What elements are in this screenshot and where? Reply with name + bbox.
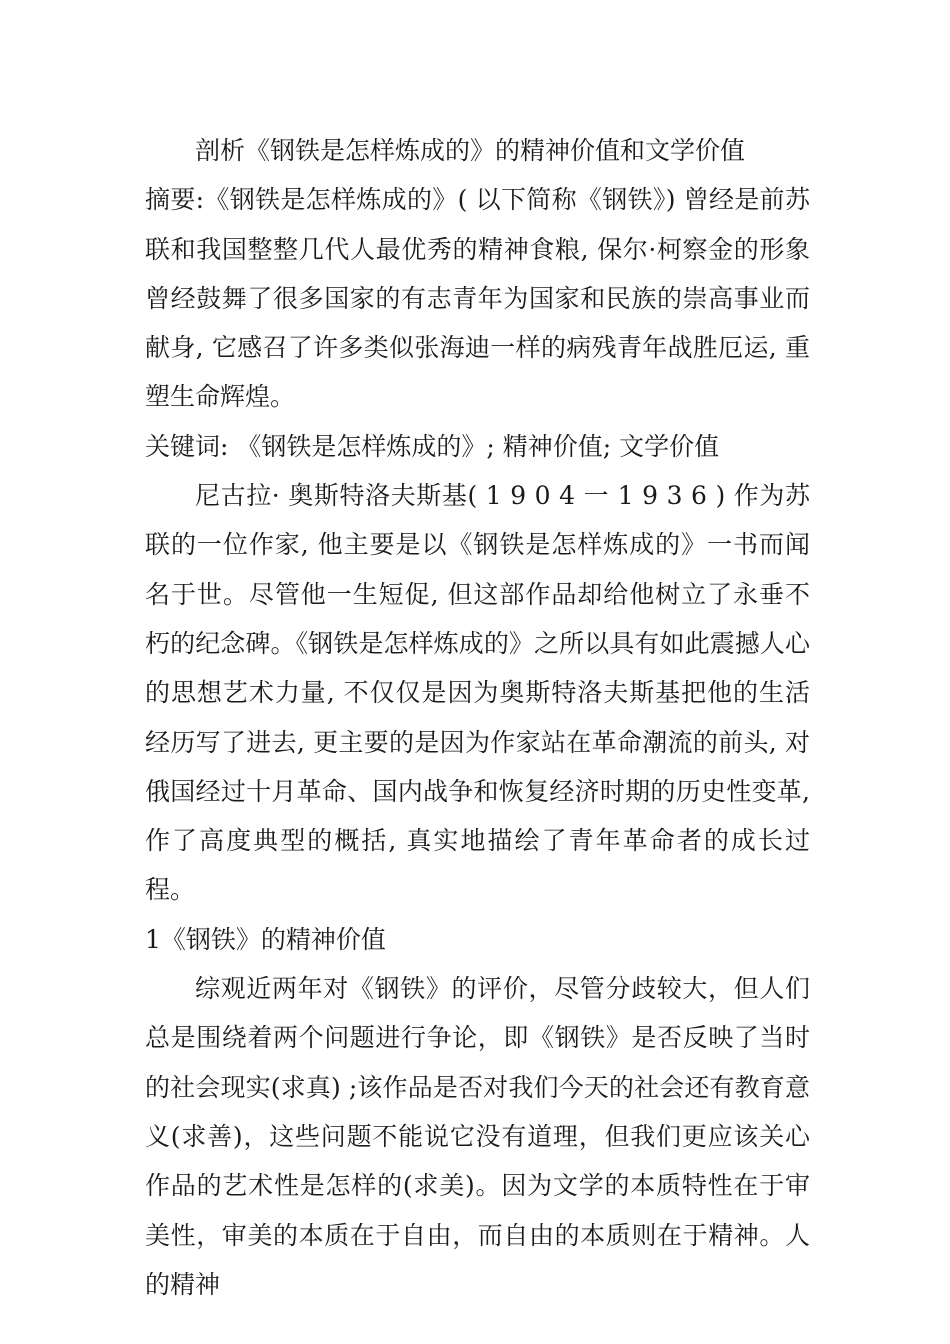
keywords-line: 关键词: 《钢铁是怎样炼成的》; 精神价值; 文学价值 (145, 431, 720, 461)
section-paragraph: 综观近两年对《钢铁》的评价，尽管分歧较大，但人们总是围绕着两个问题进行争论，即《钢铁》是否反映了当时的社会现实(求真) ;该作品是否对我们今天的社会还有教育意义(求善)，这些问题不能说它没有道理，但我们更应该关心作品的艺术性是怎样的(求美)。因为文学的本质特性在于审美性，审美的本质在于自由，而自由的本质则在于精神。人的精神 (145, 974, 810, 1299)
document-body (145, 126, 810, 1309)
intro-paragraph: 尼古拉· 奥斯特洛夫斯基( 1 9 0 4 一 1 9 3 6 ) 作为苏联的一位作家, 他主要是以《钢铁是怎样炼成的》一书而闻名于世。尽管他一生短促, 但这部作品却给他树立了永垂不朽的纪念碑。《钢铁是怎样炼成的》之所以具有如此震撼人心的思想艺术力量, 不仅仅是因为奥斯特洛夫斯基把他的生活经历写了进去, 更主要的是因为作家站在革命潮流的前头, 对俄国经过十月革命、国内战争和恢复经济时期的历史性变革, 作了高度典型的概括, 真实地描绘了青年革命者的成长过程。 (145, 481, 810, 905)
section-heading: 1《钢铁》的精神价值 (145, 924, 386, 954)
abstract-paragraph: 摘要:《钢铁是怎样炼成的》( 以下简称《钢铁》) 曾经是前苏联和我国整整几代人最优秀的精神食粮, 保尔·柯察金的形象曾经鼓舞了很多国家的有志青年为国家和民族的崇高事业而献身, 它感召了许多类似张海迪一样的病残青年战胜厄运, 重塑生命辉煌。 (145, 185, 810, 412)
document-title: 剖析《钢铁是怎样炼成的》的精神价值和文学价值 (195, 136, 746, 165)
